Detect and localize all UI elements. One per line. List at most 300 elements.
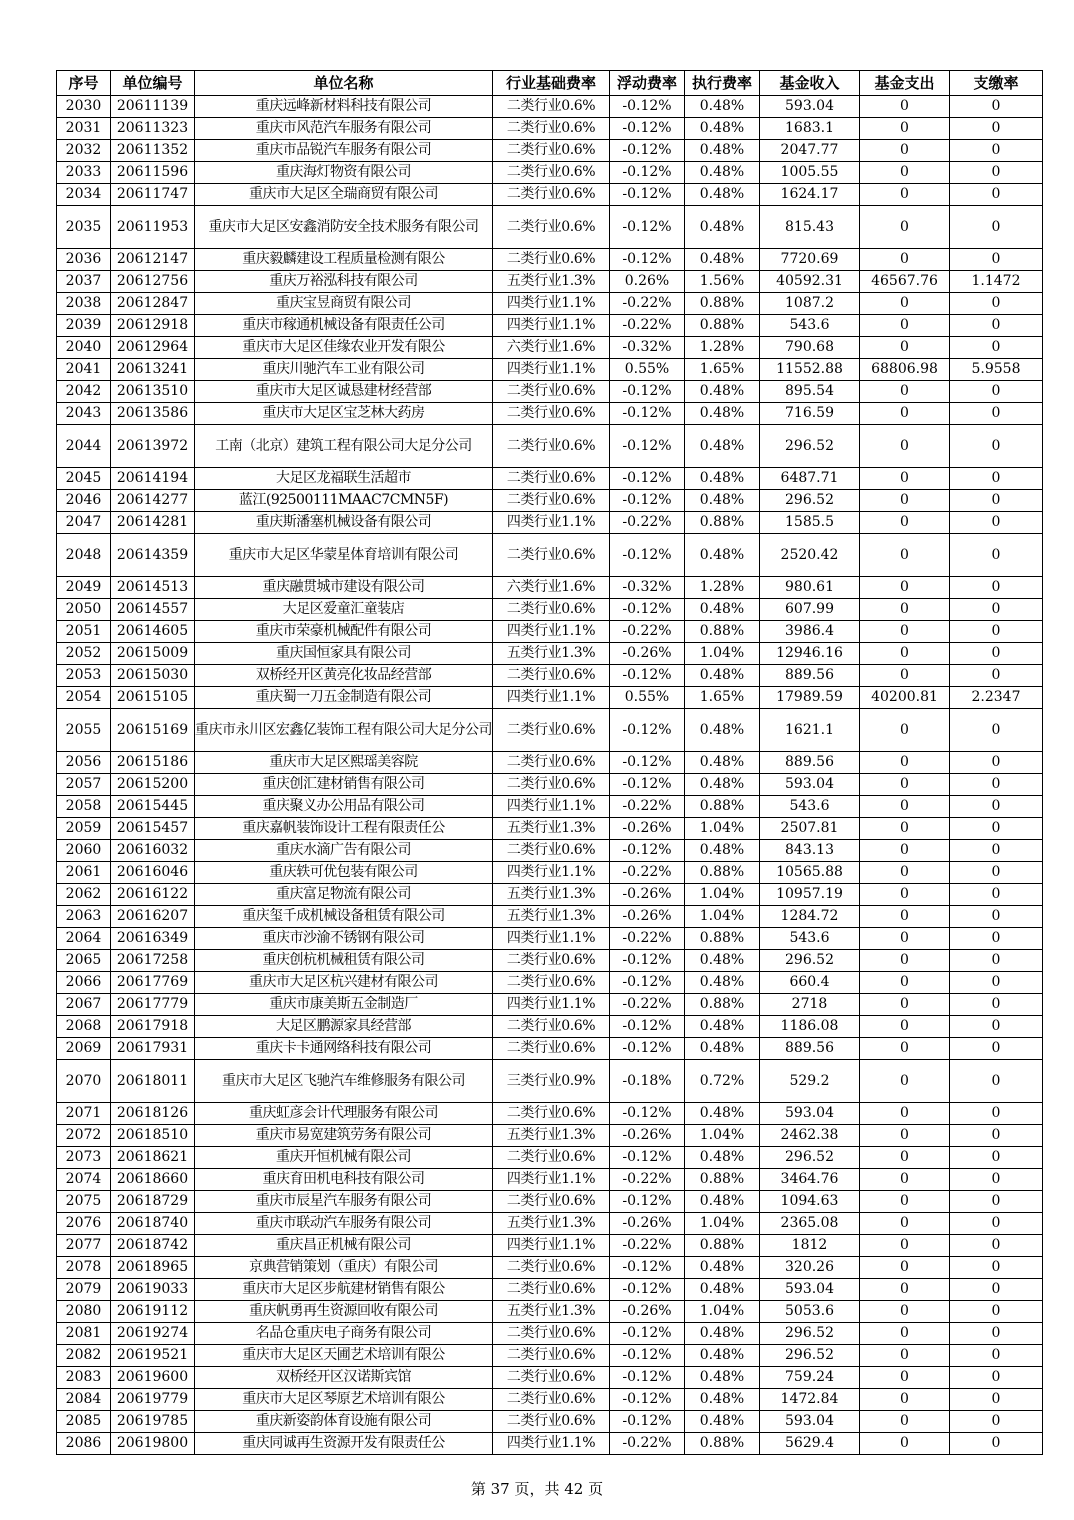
cell-fund-expense: 0 [860,1301,950,1323]
cell-fund-expense: 0 [860,1279,950,1301]
cell-fund-expense: 0 [860,184,950,206]
cell-unit-name: 重庆昌正机械有限公司 [195,1235,493,1257]
cell-seq: 2060 [57,840,111,862]
cell-unit-code: 20618126 [111,1103,195,1125]
cell-payout-ratio: 0 [950,403,1043,425]
cell-unit-code: 20614359 [111,534,195,577]
cell-payout-ratio: 0 [950,96,1043,118]
table-row [57,249,1043,271]
cell-unit-name: 重庆嘉帆装饰设计工程有限责任公 [195,818,493,840]
cell-base-rate: 二类行业0.6% [493,381,610,403]
cell-base-rate: 二类行业0.6% [493,1257,610,1279]
cell-unit-name: 重庆市大足区华蒙星体育培训有限公司 [195,534,493,577]
cell-fund-expense: 0 [860,381,950,403]
cell-exec-rate: 0.48% [685,1279,760,1301]
cell-unit-code: 20614277 [111,490,195,512]
cell-payout-ratio: 0 [950,534,1043,577]
table-row [57,1191,1043,1213]
cell-exec-rate: 1.65% [685,687,760,709]
cell-unit-name: 重庆虹彦会计代理服务有限公司 [195,1103,493,1125]
cell-seq: 2068 [57,1016,111,1038]
cell-payout-ratio: 0 [950,293,1043,315]
cell-payout-ratio: 0 [950,162,1043,184]
cell-payout-ratio: 0 [950,1345,1043,1367]
cell-unit-name: 重庆创汇建材销售有限公司 [195,774,493,796]
cell-payout-ratio: 0 [950,796,1043,818]
table-row [57,994,1043,1016]
cell-exec-rate: 0.88% [685,1169,760,1191]
cell-payout-ratio: 0 [950,1235,1043,1257]
cell-base-rate: 二类行业0.6% [493,1147,610,1169]
cell-seq: 2072 [57,1125,111,1147]
cell-unit-name: 重庆富足物流有限公司 [195,884,493,906]
cell-unit-code: 20613510 [111,381,195,403]
cell-unit-name: 重庆卡卡通网络科技有限公司 [195,1038,493,1060]
cell-base-rate: 二类行业0.6% [493,599,610,621]
table-row [57,1433,1043,1455]
cell-base-rate: 二类行业0.6% [493,1323,610,1345]
cell-unit-code: 20615457 [111,818,195,840]
cell-fund-income: 815.43 [760,206,860,249]
cell-exec-rate: 0.48% [685,840,760,862]
cell-payout-ratio: 0 [950,1279,1043,1301]
cell-unit-name: 大足区爱童汇童装店 [195,599,493,621]
cell-unit-name: 重庆同诚再生资源开发有限责任公 [195,1433,493,1455]
cell-fund-expense: 0 [860,490,950,512]
cell-base-rate: 五类行业1.3% [493,884,610,906]
cell-exec-rate: 0.48% [685,425,760,468]
header-unit-code: 单位编号 [111,71,195,96]
cell-base-rate: 二类行业0.6% [493,665,610,687]
table-row [57,403,1043,425]
cell-base-rate: 二类行业0.6% [493,162,610,184]
cell-fund-income: 10565.88 [760,862,860,884]
cell-seq: 2040 [57,337,111,359]
cell-payout-ratio: 0 [950,994,1043,1016]
cell-fund-income: 1005.55 [760,162,860,184]
table-row [57,1213,1043,1235]
cell-unit-name: 重庆市永川区宏鑫亿装饰工程有限公司大足分公司 [195,709,493,752]
cell-fund-income: 2047.77 [760,140,860,162]
cell-fund-income: 716.59 [760,403,860,425]
cell-fund-expense: 0 [860,840,950,862]
cell-float-rate: -0.18% [610,1060,685,1103]
cell-float-rate: -0.22% [610,1433,685,1455]
table-row [57,1345,1043,1367]
page-footer: 第 37 页，共 42 页 [470,1480,604,1498]
cell-seq: 2044 [57,425,111,468]
cell-float-rate: -0.12% [610,425,685,468]
cell-unit-name: 京典营销策划（重庆）有限公司 [195,1257,493,1279]
cell-payout-ratio: 0 [950,1060,1043,1103]
cell-unit-code: 20619779 [111,1389,195,1411]
cell-fund-expense: 0 [860,665,950,687]
cell-base-rate: 二类行业0.6% [493,1411,610,1433]
cell-fund-income: 660.4 [760,972,860,994]
table-row [57,577,1043,599]
table-row [57,162,1043,184]
cell-seq: 2074 [57,1169,111,1191]
cell-seq: 2079 [57,1279,111,1301]
cell-base-rate: 四类行业1.1% [493,862,610,884]
cell-unit-code: 20618740 [111,1213,195,1235]
cell-base-rate: 二类行业0.6% [493,184,610,206]
cell-payout-ratio: 0 [950,884,1043,906]
cell-exec-rate: 0.48% [685,1016,760,1038]
cell-seq: 2049 [57,577,111,599]
cell-payout-ratio: 0 [950,1103,1043,1125]
cell-fund-income: 6487.71 [760,468,860,490]
table-row [57,184,1043,206]
table-row [57,1367,1043,1389]
cell-unit-code: 20618621 [111,1147,195,1169]
cell-unit-name: 重庆市品锐汽车服务有限公司 [195,140,493,162]
cell-payout-ratio: 0 [950,774,1043,796]
cell-payout-ratio: 0 [950,1147,1043,1169]
cell-exec-rate: 0.48% [685,752,760,774]
table-row [57,1125,1043,1147]
cell-exec-rate: 0.48% [685,665,760,687]
cell-fund-income: 759.24 [760,1367,860,1389]
cell-payout-ratio: 0 [950,315,1043,337]
cell-fund-expense: 0 [860,884,950,906]
cell-fund-income: 1087.2 [760,293,860,315]
cell-unit-name: 大足区龙福联生活超市 [195,468,493,490]
cell-fund-income: 1284.72 [760,906,860,928]
cell-exec-rate: 0.48% [685,249,760,271]
cell-fund-expense: 0 [860,96,950,118]
cell-unit-code: 20618729 [111,1191,195,1213]
cell-payout-ratio: 0 [950,972,1043,994]
cell-fund-income: 2462.38 [760,1125,860,1147]
cell-seq: 2075 [57,1191,111,1213]
cell-fund-expense: 0 [860,1191,950,1213]
cell-fund-income: 296.52 [760,490,860,512]
cell-unit-code: 20618742 [111,1235,195,1257]
cell-exec-rate: 0.48% [685,184,760,206]
cell-base-rate: 二类行业0.6% [493,752,610,774]
cell-unit-name: 重庆市大足区宝芝林大药房 [195,403,493,425]
cell-exec-rate: 1.04% [685,1125,760,1147]
cell-base-rate: 五类行业1.3% [493,1301,610,1323]
cell-exec-rate: 0.48% [685,972,760,994]
cell-fund-income: 3986.4 [760,621,860,643]
cell-exec-rate: 0.48% [685,1345,760,1367]
fund-table [56,70,1043,1455]
cell-unit-code: 20613972 [111,425,195,468]
cell-seq: 2034 [57,184,111,206]
cell-fund-expense: 0 [860,118,950,140]
cell-payout-ratio: 0 [950,950,1043,972]
cell-fund-expense: 0 [860,1125,950,1147]
cell-unit-name: 重庆市大足区熙瑶美容院 [195,752,493,774]
cell-base-rate: 四类行业1.1% [493,512,610,534]
cell-seq: 2038 [57,293,111,315]
cell-unit-code: 20611352 [111,140,195,162]
cell-base-rate: 二类行业0.6% [493,206,610,249]
cell-fund-income: 529.2 [760,1060,860,1103]
cell-unit-code: 20615186 [111,752,195,774]
cell-seq: 2080 [57,1301,111,1323]
cell-fund-income: 593.04 [760,1411,860,1433]
cell-unit-code: 20616207 [111,906,195,928]
cell-exec-rate: 0.48% [685,118,760,140]
table-row [57,1411,1043,1433]
cell-unit-name: 重庆市荣豪机械配件有限公司 [195,621,493,643]
cell-fund-income: 1621.1 [760,709,860,752]
cell-fund-expense: 0 [860,862,950,884]
table-row [57,96,1043,118]
table-row [57,1257,1043,1279]
cell-seq: 2031 [57,118,111,140]
cell-fund-expense: 0 [860,512,950,534]
cell-unit-name: 重庆宝昱商贸有限公司 [195,293,493,315]
cell-fund-income: 980.61 [760,577,860,599]
cell-unit-code: 20619800 [111,1433,195,1455]
cell-base-rate: 四类行业1.1% [493,621,610,643]
table-row [57,381,1043,403]
cell-fund-expense: 0 [860,337,950,359]
cell-exec-rate: 0.48% [685,1191,760,1213]
cell-unit-code: 20614605 [111,621,195,643]
cell-payout-ratio: 0 [950,1257,1043,1279]
cell-unit-code: 20618510 [111,1125,195,1147]
cell-payout-ratio: 0 [950,1389,1043,1411]
cell-payout-ratio: 0 [950,381,1043,403]
cell-seq: 2062 [57,884,111,906]
cell-base-rate: 二类行业0.6% [493,1016,610,1038]
cell-exec-rate: 0.48% [685,96,760,118]
cell-unit-code: 20617769 [111,972,195,994]
table-row [57,1169,1043,1191]
cell-unit-name: 重庆市大足区步航建材销售有限公 [195,1279,493,1301]
cell-base-rate: 二类行业0.6% [493,1367,610,1389]
cell-exec-rate: 0.48% [685,490,760,512]
cell-fund-expense: 0 [860,1235,950,1257]
cell-base-rate: 四类行业1.1% [493,687,610,709]
cell-exec-rate: 0.48% [685,403,760,425]
cell-float-rate: -0.22% [610,512,685,534]
cell-base-rate: 五类行业1.3% [493,906,610,928]
cell-fund-expense: 0 [860,1257,950,1279]
cell-unit-code: 20619785 [111,1411,195,1433]
cell-exec-rate: 1.56% [685,271,760,293]
table-row [57,140,1043,162]
cell-seq: 2041 [57,359,111,381]
cell-exec-rate: 1.04% [685,818,760,840]
table-row [57,206,1043,249]
cell-payout-ratio: 0 [950,140,1043,162]
cell-unit-name: 重庆毅麟建设工程质量检测有限公 [195,249,493,271]
cell-float-rate: -0.26% [610,1213,685,1235]
cell-fund-expense: 0 [860,577,950,599]
table-row [57,599,1043,621]
cell-fund-income: 790.68 [760,337,860,359]
cell-fund-expense: 40200.81 [860,687,950,709]
cell-unit-code: 20615030 [111,665,195,687]
cell-fund-expense: 0 [860,599,950,621]
cell-seq: 2065 [57,950,111,972]
cell-float-rate: -0.12% [610,249,685,271]
cell-unit-name: 重庆市大足区杭兴建材有限公司 [195,972,493,994]
table-row [57,512,1043,534]
cell-exec-rate: 0.48% [685,1038,760,1060]
cell-payout-ratio: 0 [950,468,1043,490]
cell-fund-expense: 0 [860,950,950,972]
cell-unit-name: 重庆创杭机械租赁有限公司 [195,950,493,972]
cell-unit-name: 重庆融贯城市建设有限公司 [195,577,493,599]
cell-unit-name: 重庆蜀一刀五金制造有限公司 [195,687,493,709]
cell-unit-name: 大足区鹏源家具经营部 [195,1016,493,1038]
cell-base-rate: 四类行业1.1% [493,315,610,337]
cell-float-rate: -0.12% [610,1103,685,1125]
table-row [57,1235,1043,1257]
cell-unit-name: 重庆轶可优包装有限公司 [195,862,493,884]
cell-payout-ratio: 0 [950,425,1043,468]
cell-exec-rate: 1.04% [685,1213,760,1235]
cell-payout-ratio: 0 [950,337,1043,359]
cell-unit-name: 重庆玺千成机械设备租赁有限公司 [195,906,493,928]
cell-fund-expense: 0 [860,425,950,468]
cell-exec-rate: 0.88% [685,621,760,643]
cell-exec-rate: 0.88% [685,512,760,534]
table-row [57,906,1043,928]
cell-exec-rate: 0.88% [685,994,760,1016]
cell-base-rate: 五类行业1.3% [493,643,610,665]
cell-unit-name: 重庆市沙渝不锈钢有限公司 [195,928,493,950]
cell-fund-income: 320.26 [760,1257,860,1279]
cell-exec-rate: 0.88% [685,862,760,884]
table-row [57,293,1043,315]
cell-float-rate: -0.12% [610,1147,685,1169]
cell-fund-expense: 0 [860,1389,950,1411]
cell-payout-ratio: 0 [950,818,1043,840]
cell-seq: 2071 [57,1103,111,1125]
cell-unit-name: 重庆水滴广告有限公司 [195,840,493,862]
cell-float-rate: -0.22% [610,621,685,643]
cell-fund-expense: 0 [860,1103,950,1125]
cell-exec-rate: 0.48% [685,534,760,577]
cell-unit-name: 重庆新姿韵体育设施有限公司 [195,1411,493,1433]
cell-float-rate: -0.26% [610,906,685,928]
cell-fund-income: 296.52 [760,1147,860,1169]
table-row [57,118,1043,140]
cell-fund-expense: 0 [860,534,950,577]
cell-exec-rate: 0.48% [685,774,760,796]
cell-payout-ratio: 0 [950,118,1043,140]
cell-float-rate: 0.26% [610,271,685,293]
table-row [57,884,1043,906]
cell-base-rate: 二类行业0.6% [493,1345,610,1367]
cell-payout-ratio: 0 [950,840,1043,862]
cell-unit-name: 重庆川驰汽车工业有限公司 [195,359,493,381]
cell-unit-name: 重庆市大足区飞驰汽车维修服务有限公司 [195,1060,493,1103]
cell-base-rate: 二类行业0.6% [493,249,610,271]
cell-seq: 2077 [57,1235,111,1257]
cell-exec-rate: 0.48% [685,1323,760,1345]
cell-exec-rate: 0.48% [685,950,760,972]
table-row [57,950,1043,972]
cell-exec-rate: 0.72% [685,1060,760,1103]
cell-unit-code: 20618011 [111,1060,195,1103]
cell-seq: 2070 [57,1060,111,1103]
cell-base-rate: 四类行业1.1% [493,928,610,950]
cell-base-rate: 二类行业0.6% [493,534,610,577]
cell-float-rate: -0.12% [610,1323,685,1345]
cell-unit-code: 20612147 [111,249,195,271]
cell-unit-code: 20614513 [111,577,195,599]
table-row [57,534,1043,577]
cell-payout-ratio: 0 [950,906,1043,928]
cell-unit-code: 20616122 [111,884,195,906]
cell-fund-expense: 0 [860,906,950,928]
cell-base-rate: 二类行业0.6% [493,490,610,512]
cell-unit-code: 20614557 [111,599,195,621]
cell-unit-name: 重庆远峰新材料科技有限公司 [195,96,493,118]
cell-payout-ratio: 0 [950,1411,1043,1433]
cell-exec-rate: 1.28% [685,577,760,599]
cell-exec-rate: 0.48% [685,709,760,752]
cell-seq: 2081 [57,1323,111,1345]
cell-fund-income: 1812 [760,1235,860,1257]
cell-fund-income: 7720.69 [760,249,860,271]
cell-seq: 2037 [57,271,111,293]
cell-seq: 2063 [57,906,111,928]
cell-payout-ratio: 0 [950,249,1043,271]
cell-float-rate: -0.12% [610,381,685,403]
cell-fund-expense: 0 [860,162,950,184]
cell-seq: 2073 [57,1147,111,1169]
cell-unit-name: 重庆开恒机械有限公司 [195,1147,493,1169]
cell-seq: 2057 [57,774,111,796]
cell-unit-code: 20615200 [111,774,195,796]
cell-float-rate: -0.12% [610,140,685,162]
cell-payout-ratio: 0 [950,1125,1043,1147]
cell-unit-code: 20615009 [111,643,195,665]
cell-fund-income: 2718 [760,994,860,1016]
cell-seq: 2086 [57,1433,111,1455]
cell-float-rate: -0.12% [610,1367,685,1389]
cell-fund-income: 2507.81 [760,818,860,840]
header-row [57,71,1043,96]
cell-base-rate: 四类行业1.1% [493,1169,610,1191]
table-row [57,621,1043,643]
cell-fund-income: 12946.16 [760,643,860,665]
cell-payout-ratio: 2.2347 [950,687,1043,709]
table-row [57,1147,1043,1169]
cell-float-rate: -0.12% [610,184,685,206]
cell-payout-ratio: 0 [950,577,1043,599]
cell-unit-code: 20611953 [111,206,195,249]
cell-fund-expense: 0 [860,1433,950,1455]
table-row [57,1389,1043,1411]
cell-payout-ratio: 0 [950,1016,1043,1038]
cell-base-rate: 二类行业0.6% [493,1103,610,1125]
cell-fund-income: 889.56 [760,1038,860,1060]
cell-fund-expense: 0 [860,928,950,950]
cell-exec-rate: 0.48% [685,599,760,621]
cell-unit-code: 20619033 [111,1279,195,1301]
cell-unit-code: 20611596 [111,162,195,184]
cell-seq: 2035 [57,206,111,249]
cell-exec-rate: 0.48% [685,162,760,184]
cell-base-rate: 二类行业0.6% [493,972,610,994]
cell-float-rate: -0.12% [610,1016,685,1038]
table-row [57,1323,1043,1345]
cell-payout-ratio: 0 [950,1323,1043,1345]
cell-unit-code: 20615105 [111,687,195,709]
cell-unit-name: 蓝江(92500111MAAC7CMN5F) [195,490,493,512]
